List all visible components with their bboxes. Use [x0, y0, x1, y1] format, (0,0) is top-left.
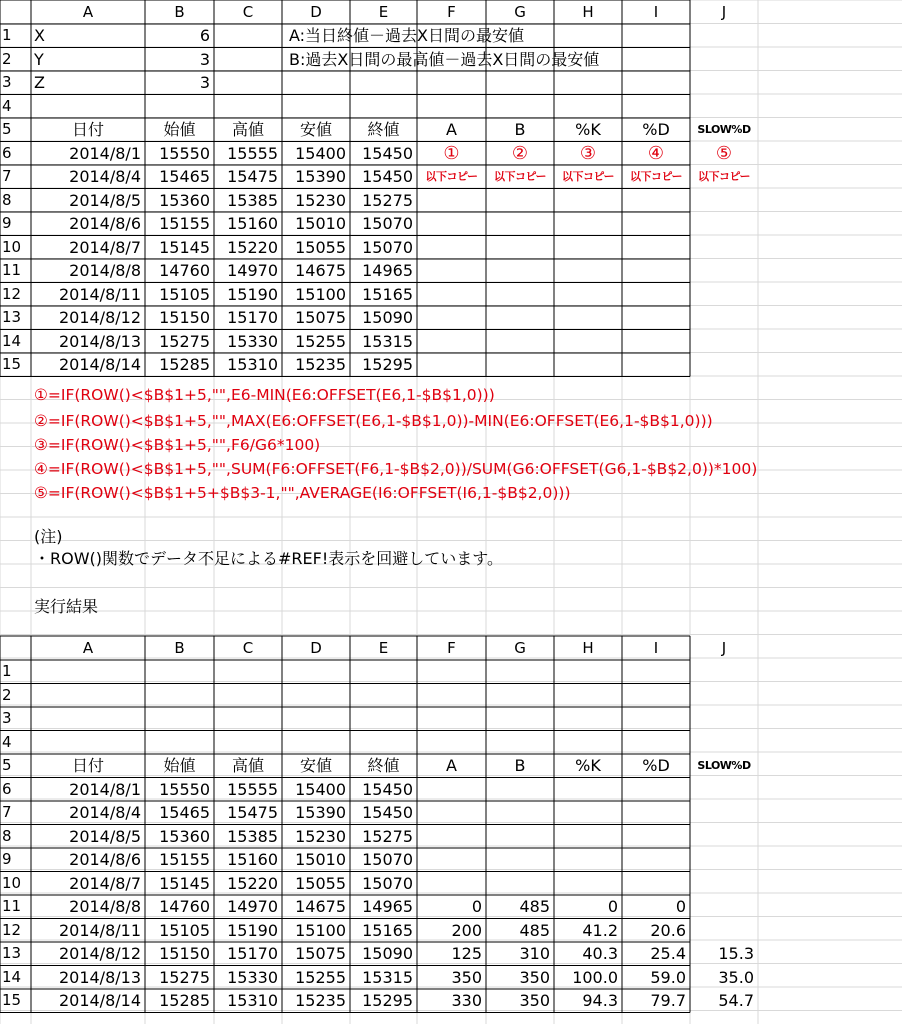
input-table-data-cell: 2014/8/12 — [58, 308, 141, 327]
result-calc-cell: 485 — [519, 897, 550, 916]
result-table-data-cell: 15190 — [227, 920, 278, 940]
input-table-data-cell: 15055 — [295, 237, 346, 257]
result-title: 実行結果 — [34, 597, 99, 616]
result-table-data-cell: 14970 — [227, 897, 278, 916]
input-table-data-cell: 15475 — [227, 167, 278, 186]
result-table-table-header: %D — [642, 756, 670, 775]
input-table-data-cell: 15255 — [295, 331, 346, 351]
copy-down-label: 以下コピー — [629, 170, 683, 183]
result-calc-cell: 350 — [451, 967, 482, 987]
result-table-data-cell: 15450 — [362, 779, 413, 799]
input-table-data-cell: 15275 — [362, 190, 413, 210]
result-table-row-number: 5 — [2, 756, 12, 774]
formula-5: ⑤=IF(ROW()<$B$1+5+$B$3-1,"",AVERAGE(I6:OFFSET(I6,1-$B$2,0))) — [34, 484, 571, 502]
input-table-table-header: SLOW%D — [697, 123, 751, 136]
input-table-data-cell: 14970 — [227, 261, 278, 280]
result-table-data-cell: 15070 — [362, 850, 413, 869]
copy-down-label: 以下コピー — [561, 170, 615, 183]
input-table-data-cell: 15310 — [227, 355, 278, 374]
result-table-data-cell: 2014/8/5 — [69, 826, 141, 846]
formula-3: ③=IF(ROW()<$B$1+5,"",F6/G6*100) — [34, 436, 321, 454]
input-table-row-number: 5 — [2, 120, 12, 138]
result-calc-cell: 485 — [519, 920, 550, 940]
input-table-data-cell: 2014/8/11 — [58, 284, 141, 304]
result-table-data-cell: 2014/8/12 — [58, 944, 141, 963]
result-table-row-number: 14 — [2, 967, 22, 986]
input-table-table-header: 安値 — [299, 120, 332, 139]
result-table-data-cell: 14675 — [295, 897, 346, 916]
result-table-data-cell: 2014/8/11 — [58, 920, 141, 940]
result-calc-cell: 125 — [451, 944, 482, 963]
result-table-data-cell: 15275 — [159, 967, 210, 987]
result-table-data-cell: 15360 — [159, 826, 210, 846]
result-calc-cell: 310 — [519, 944, 550, 963]
input-table-row-number: 1 — [2, 26, 12, 44]
input-table-table-header: %K — [575, 120, 601, 139]
input-table-data-cell: 15070 — [362, 237, 413, 257]
result-table-data-cell: 15155 — [159, 850, 210, 869]
result-calc-cell: 15.3 — [718, 944, 754, 963]
legend-a: A:当日終値－過去X日間の最安値 — [289, 26, 525, 45]
input-table-data-cell: 15165 — [362, 284, 413, 304]
input-table-data-cell: 15315 — [362, 331, 413, 351]
input-table-data-cell: 15100 — [295, 284, 346, 304]
result-table-table-header: 日付 — [71, 756, 104, 775]
result-table-column-header-e: E — [378, 639, 389, 657]
result-table-column-header-g: G — [514, 639, 526, 657]
input-table-column-header-f: F — [447, 3, 456, 21]
result-table-data-cell: 15105 — [159, 920, 210, 940]
result-table-row-number: 9 — [2, 850, 12, 868]
param-value: 3 — [199, 73, 210, 92]
result-table-row-number: 15 — [2, 991, 22, 1009]
result-table-table-header: 安値 — [299, 756, 332, 775]
result-table-column-header-f: F — [447, 639, 456, 657]
input-table-data-cell: 2014/8/13 — [58, 331, 141, 351]
result-table-row-number: 7 — [2, 803, 12, 821]
result-calc-cell: 0 — [471, 897, 482, 916]
result-table-table-header: A — [446, 756, 457, 775]
input-table-table-header: 始値 — [163, 120, 196, 139]
input-table-column-header-g: G — [514, 3, 526, 21]
input-table-data-cell: 2014/8/5 — [69, 190, 141, 210]
result-table-data-cell: 15090 — [362, 944, 413, 963]
legend-b: B:過去X日間の最高値－過去X日間の最安値 — [289, 49, 600, 69]
result-table-column-header-j: J — [721, 639, 727, 657]
result-calc-cell: 25.4 — [650, 944, 686, 963]
input-table-data-cell: 15105 — [159, 284, 210, 304]
copy-down-label: 以下コピー — [697, 170, 751, 183]
formula-marker: ② — [511, 142, 529, 164]
result-table-data-cell: 15390 — [295, 803, 346, 822]
result-calc-cell: 40.3 — [582, 944, 618, 963]
result-table-data-cell: 15550 — [159, 779, 210, 799]
result-table-data-cell: 14965 — [362, 897, 413, 916]
result-table-data-cell: 2014/8/6 — [69, 850, 141, 869]
result-table-data-cell: 2014/8/1 — [69, 779, 141, 799]
result-table-data-cell: 15285 — [159, 991, 210, 1010]
result-table-row-number: 11 — [2, 897, 22, 915]
input-table-row-number: 3 — [2, 73, 12, 91]
formula-2: ②=IF(ROW()<$B$1+5,"",MAX(E6:OFFSET(E6,1-$B$1,0))-MIN(E6:OFFSET(E6,1-$B$1,0))) — [34, 412, 713, 430]
result-calc-cell: 54.7 — [718, 991, 754, 1010]
input-table-row-number: 4 — [2, 96, 12, 115]
formula-marker: ④ — [647, 142, 665, 164]
input-table-data-cell: 2014/8/4 — [69, 167, 141, 186]
result-table-row-number: 2 — [2, 685, 12, 704]
result-table-data-cell: 15475 — [227, 803, 278, 822]
input-table-data-cell: 15145 — [159, 237, 210, 257]
input-table-data-cell: 15550 — [159, 143, 210, 163]
copy-down-label: 以下コピー — [493, 170, 547, 183]
result-calc-cell: 0 — [675, 897, 686, 916]
result-table-table-header: SLOW%D — [697, 759, 751, 772]
input-table-table-header: 日付 — [71, 120, 104, 139]
result-table-data-cell: 15230 — [295, 826, 346, 846]
result-table-table-header: B — [514, 756, 526, 775]
result-table-data-cell: 15150 — [159, 944, 210, 963]
result-calc-cell: 330 — [451, 991, 482, 1010]
param-label: Z — [34, 73, 45, 92]
result-table-data-cell: 15055 — [295, 873, 346, 893]
input-table-column-header-j: J — [721, 3, 727, 21]
result-table-data-cell: 15330 — [227, 967, 278, 987]
input-table-table-header: 高値 — [231, 120, 264, 139]
input-table-data-cell: 15010 — [295, 214, 346, 233]
result-table-data-cell: 15170 — [227, 944, 278, 963]
input-table-data-cell: 14965 — [362, 261, 413, 280]
param-value: 6 — [199, 26, 210, 45]
input-table-data-cell: 15220 — [227, 237, 278, 257]
result-calc-cell: 35.0 — [718, 967, 754, 987]
input-table-data-cell: 15555 — [227, 143, 278, 163]
input-table-column-header-i: I — [653, 3, 659, 21]
result-table-data-cell: 15220 — [227, 873, 278, 893]
input-table-data-cell: 2014/8/8 — [69, 261, 141, 280]
result-table-row-number: 6 — [2, 779, 12, 798]
input-table-row-number: 11 — [2, 261, 22, 279]
input-table-column-header-c: C — [242, 3, 254, 21]
input-table-row-number: 6 — [2, 143, 12, 162]
input-table-table-header: A — [446, 120, 457, 139]
result-table-data-cell: 15235 — [295, 991, 346, 1010]
formula-marker: ③ — [579, 142, 597, 164]
result-table-data-cell: 15165 — [362, 920, 413, 940]
result-calc-cell: 100.0 — [572, 967, 618, 987]
result-calc-cell: 350 — [519, 967, 550, 987]
input-table-table-header: B — [514, 120, 526, 139]
result-table-data-cell: 15385 — [227, 826, 278, 846]
input-table-data-cell: 15450 — [362, 143, 413, 163]
result-calc-cell: 0 — [607, 897, 618, 916]
input-table-row-number: 13 — [2, 308, 22, 326]
result-table-data-cell: 2014/8/4 — [69, 803, 141, 822]
result-table-data-cell: 2014/8/7 — [69, 873, 141, 893]
input-table-data-cell: 15170 — [227, 308, 278, 327]
input-table-row-number: 8 — [2, 190, 12, 209]
input-table-data-cell: 15400 — [295, 143, 346, 163]
formula-4: ④=IF(ROW()<$B$1+5,"",SUM(F6:OFFSET(F6,1-$B$2,0))/SUM(G6:OFFSET(G6,1-$B$2,0))*100) — [34, 460, 758, 478]
note-text: ・ROW()関数でデータ不足による#REF!表示を回避しています。 — [34, 549, 503, 568]
input-table-data-cell: 2014/8/7 — [69, 237, 141, 257]
input-table-data-cell: 15155 — [159, 214, 210, 233]
result-table-column-header-d: D — [310, 639, 322, 657]
input-table-data-cell: 14760 — [159, 261, 210, 280]
input-table-data-cell: 15150 — [159, 308, 210, 327]
result-table-data-cell: 15275 — [362, 826, 413, 846]
result-table-data-cell: 15070 — [362, 873, 413, 893]
result-table-data-cell: 15100 — [295, 920, 346, 940]
result-table-row-number: 10 — [2, 873, 22, 892]
result-table-table-header: %K — [575, 756, 601, 775]
copy-down-label: 以下コピー — [425, 170, 478, 183]
result-table-row-number: 13 — [2, 944, 22, 962]
input-table-data-cell: 15385 — [227, 190, 278, 210]
result-calc-cell: 59.0 — [650, 967, 686, 987]
result-table-data-cell: 15075 — [295, 944, 346, 963]
result-table-row-number: 1 — [2, 662, 12, 680]
input-table-data-cell: 15360 — [159, 190, 210, 210]
result-table-data-cell: 14760 — [159, 897, 210, 916]
input-table-data-cell: 2014/8/6 — [69, 214, 141, 233]
input-table-data-cell: 15090 — [362, 308, 413, 327]
result-table-column-header-b: B — [174, 639, 185, 657]
input-table-data-cell: 15075 — [295, 308, 346, 327]
input-table-row-number: 9 — [2, 214, 12, 232]
result-table-data-cell: 2014/8/13 — [58, 967, 141, 987]
input-table-data-cell: 15450 — [362, 167, 413, 186]
result-table-column-header-a: A — [82, 639, 94, 657]
input-table-data-cell: 15390 — [295, 167, 346, 186]
result-table-data-cell: 15315 — [362, 967, 413, 987]
result-table-data-cell: 2014/8/14 — [58, 991, 141, 1010]
note-title: (注) — [34, 527, 63, 546]
input-table-column-header-e: E — [378, 3, 389, 21]
formula-marker: ⑤ — [715, 142, 733, 164]
input-table-data-cell: 15160 — [227, 214, 278, 233]
input-table-data-cell: 15070 — [362, 214, 413, 233]
input-table-row-number: 2 — [2, 49, 12, 68]
param-value: 3 — [199, 49, 210, 69]
result-table-row-number: 8 — [2, 826, 12, 845]
result-table-data-cell: 15465 — [159, 803, 210, 822]
param-label: X — [34, 26, 45, 45]
result-table-table-header: 終値 — [367, 756, 400, 775]
result-table-column-header-i: I — [653, 639, 659, 657]
input-table-row-number: 12 — [2, 284, 22, 303]
input-table-column-header-a: A — [82, 3, 94, 21]
result-calc-cell: 200 — [451, 920, 482, 940]
input-table-table-header: %D — [642, 120, 670, 139]
result-table-data-cell: 15145 — [159, 873, 210, 893]
result-table-data-cell: 15400 — [295, 779, 346, 799]
result-table-data-cell: 2014/8/8 — [69, 897, 141, 916]
result-table-data-cell: 15555 — [227, 779, 278, 799]
input-table-data-cell: 15230 — [295, 190, 346, 210]
input-table-column-header-h: H — [582, 3, 594, 21]
result-calc-cell: 350 — [519, 991, 550, 1010]
result-calc-cell: 94.3 — [582, 991, 618, 1010]
formula-marker: ① — [443, 142, 460, 164]
input-table-data-cell: 15190 — [227, 284, 278, 304]
input-table-column-header-b: B — [174, 3, 185, 21]
input-table-data-cell: 15465 — [159, 167, 210, 186]
result-table-row-number: 4 — [2, 732, 12, 751]
result-table-data-cell: 15255 — [295, 967, 346, 987]
result-table-column-header-h: H — [582, 639, 594, 657]
formula-1: ①=IF(ROW()<$B$1+5,"",E6-MIN(E6:OFFSET(E6,1-$B$1,0))) — [34, 386, 495, 404]
input-table-data-cell: 14675 — [295, 261, 346, 280]
input-table-row-number: 7 — [2, 167, 12, 185]
result-table-row-number: 12 — [2, 920, 22, 939]
result-table-data-cell: 15010 — [295, 850, 346, 869]
input-table-row-number: 14 — [2, 331, 22, 350]
input-table-table-header: 終値 — [367, 120, 400, 139]
result-table-table-header: 始値 — [163, 756, 196, 775]
result-calc-cell: 41.2 — [582, 920, 618, 940]
input-table-data-cell: 15235 — [295, 355, 346, 374]
input-table-column-header-d: D — [310, 3, 322, 21]
param-label: Y — [34, 49, 44, 69]
result-table-data-cell: 15450 — [362, 803, 413, 822]
result-table-column-header-c: C — [242, 639, 254, 657]
input-table-data-cell: 15295 — [362, 355, 413, 374]
result-table-data-cell: 15310 — [227, 991, 278, 1010]
result-table-data-cell: 15295 — [362, 991, 413, 1010]
input-table-data-cell: 15285 — [159, 355, 210, 374]
input-table-row-number: 15 — [2, 355, 22, 373]
result-table-data-cell: 15160 — [227, 850, 278, 869]
input-table-row-number: 10 — [2, 237, 22, 256]
result-table-row-number: 3 — [2, 709, 12, 727]
input-table-data-cell: 15330 — [227, 331, 278, 351]
result-table-table-header: 高値 — [231, 756, 264, 775]
result-calc-cell: 79.7 — [650, 991, 686, 1010]
input-table-data-cell: 2014/8/14 — [58, 355, 141, 374]
result-calc-cell: 20.6 — [650, 920, 686, 940]
input-table-data-cell: 15275 — [159, 331, 210, 351]
input-table-data-cell: 2014/8/1 — [69, 143, 141, 163]
